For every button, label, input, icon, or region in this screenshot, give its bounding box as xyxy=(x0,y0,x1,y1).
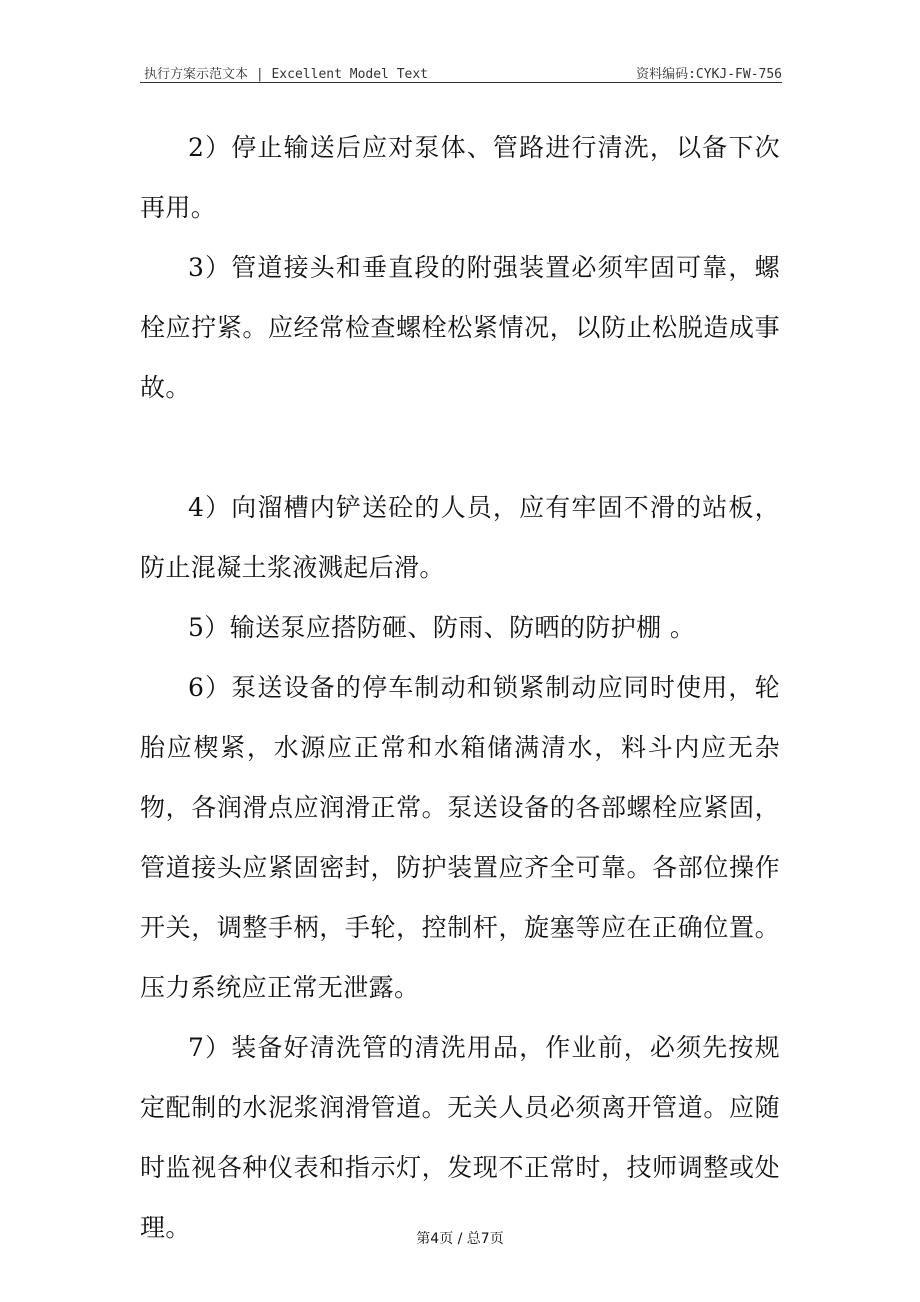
paragraph-item-7: 7）装备好清洗管的清洗用品，作业前，必须先按规定配制的水泥浆润滑管道。无关人员必须离开管道。应随时监视各种仪表和指示灯，发现不正常时，技师调整或处理。 xyxy=(140,1033,780,1242)
page-header xyxy=(140,60,782,83)
header-title: 执行方案示范文本 | Excellent Model Text xyxy=(144,67,429,82)
paragraph-item-6: 6）泵送设备的停车制动和锁紧制动应同时使用，轮胎应楔紧，水源应正常和水箱储满清水，料斗内应无杂物，各润滑点应润滑正常。泵送设备的各部螺栓应紧固，管道接头应紧固密封，防护装置应齐全可靠。各部位操作开关，调整手柄，手轮，控制杆，旋塞等应在正确位置。压力系统应正常无泄露。 xyxy=(140,673,780,1002)
paragraph-item-5: 5）输送泵应搭防砸、防雨、防晒的防护棚 。 xyxy=(188,613,696,642)
document-code: 资料编码:CYKJ-FW-756 xyxy=(636,67,782,82)
paragraph-item-4: 4）向溜槽内铲送砼的人员，应有牢固不滑的站板，防止混凝土浆液溅起后滑。 xyxy=(140,493,780,582)
paragraph-item-3: 3）管道接头和垂直段的附强装置必须牢固可靠，螺栓应拧紧。应经常检查螺栓松紧情况，以防止松脱造成事故。 xyxy=(140,253,780,402)
document-body xyxy=(140,118,780,1258)
page-number: 第4页 / 总7页 xyxy=(416,1231,504,1247)
paragraph-item-2: 2）停止输送后应对泵体、管路进行清洗，以备下次再用。 xyxy=(140,133,780,222)
